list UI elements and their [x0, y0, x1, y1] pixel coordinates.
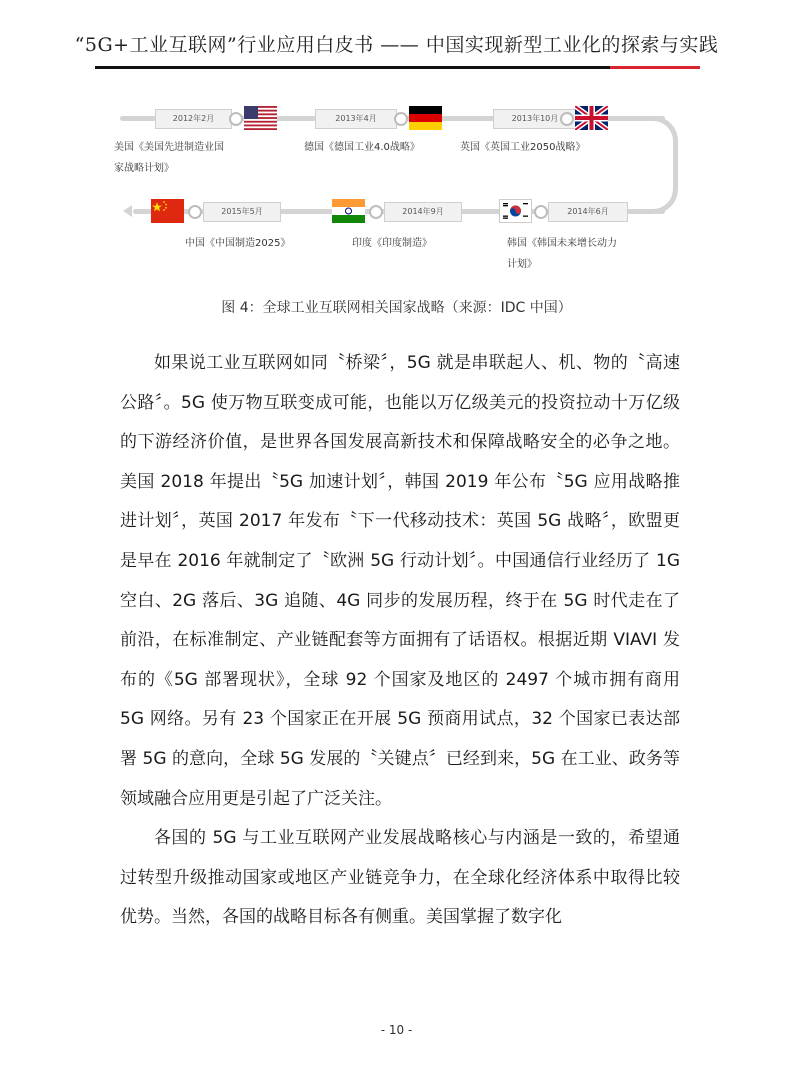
event-caption	[185, 233, 290, 254]
strategy-timeline-figure	[105, 92, 695, 282]
figure-caption: 图 4：全球工业互联网相关国家战略（来源：IDC 中国）	[221, 300, 572, 316]
event-date: 2013年10月	[493, 109, 577, 129]
page-header: “5G+工业互联网”行业应用白皮书 —— 中国实现新型工业化的探索与实践	[74, 34, 719, 56]
germany-flag-icon	[409, 106, 442, 130]
event-date: 2015年5月	[203, 202, 281, 222]
timeline-node	[369, 205, 383, 219]
timeline-arrow-icon	[123, 205, 132, 217]
timeline-node	[394, 112, 408, 126]
korea-flag-icon	[499, 199, 532, 223]
event-caption-line: 计划》	[507, 259, 537, 270]
uk-flag-icon	[575, 106, 608, 130]
timeline-track-curve	[653, 116, 678, 214]
event-caption-line: 英国《英国工业2050战略》	[460, 142, 586, 153]
event-date: 2012年2月	[155, 109, 232, 129]
timeline-node	[534, 205, 548, 219]
paragraph: 如果说工业互联网如同〝桥梁〞，5G 就是串联起人、机、物的〝高速公路〞。5G 使万物互联变成可能，也能以万亿级美元的投资拉动十万亿级的下游经济价值，是世界各国发展高新技术和保障战略安全的必争之地。美国 2018 年提出〝5G 加速计划〞，韩国 2019 年公布〝5G 应用战略推进计划〞，英国 2017 年发布〝下一代移动技术：英国 5G 战略〞，欧盟更是早在 2016 年就制定了〝欧洲 5G 行动计划〞。中国通信行业经历了 1G 空白、2G 落后、3G 追随、4G 同步的发展历程，终于在 5G 时代走在了前沿，在标准制定、产业链配套等方面拥有了话语权。根据近期 VIAVI 发布的《5G 部署现状》，全球 92 个国家及地区的 2497 个城市拥有商用 5G 网络。另有 23 个国家正在开展 5G 预商用试点，32 个国家已表达部署 5G 的意向，全球 5G 发展的〝关键点〞已经到来，5G 在工业、政务等领域融合应用更是引起了广泛关注。	[120, 353, 680, 809]
timeline-node	[188, 205, 202, 219]
event-caption	[352, 233, 432, 254]
event-caption-line: 家战略计划》	[114, 163, 174, 174]
event-caption-line: 德国《德国工业4.0战略》	[304, 142, 420, 153]
usa-flag-icon	[244, 106, 277, 130]
event-date: 2014年9月	[384, 202, 462, 222]
event-caption-line: 中国《中国制造2025》	[185, 238, 291, 249]
header-rule-red	[610, 66, 700, 69]
event-date: 2013年4月	[315, 109, 397, 129]
paragraph: 各国的 5G 与工业互联网产业发展战略核心与内涵是一致的，希望通过转型升级推动国家或地区产业链竞争力，在全球化经济体系中取得比较优势。当然，各国的战略目标各有侧重。美国掌握了数字化	[120, 828, 680, 928]
event-caption-line: 印度《印度制造》	[352, 238, 432, 249]
page-number: - 10 -	[380, 1023, 413, 1037]
event-date: 2014年6月	[548, 202, 628, 222]
event-caption	[114, 137, 224, 179]
event-caption	[304, 137, 420, 158]
timeline-node	[560, 112, 574, 126]
body-text	[120, 344, 680, 938]
timeline-node	[229, 112, 243, 126]
event-caption-line: 韩国《韩国未来增长动力	[507, 238, 617, 249]
china-flag-icon	[151, 199, 184, 223]
event-caption	[507, 233, 617, 275]
event-caption	[460, 137, 585, 158]
event-caption-line: 美国《美国先进制造业国	[114, 142, 224, 153]
header-rule-black	[95, 66, 610, 69]
india-flag-icon	[332, 199, 365, 223]
